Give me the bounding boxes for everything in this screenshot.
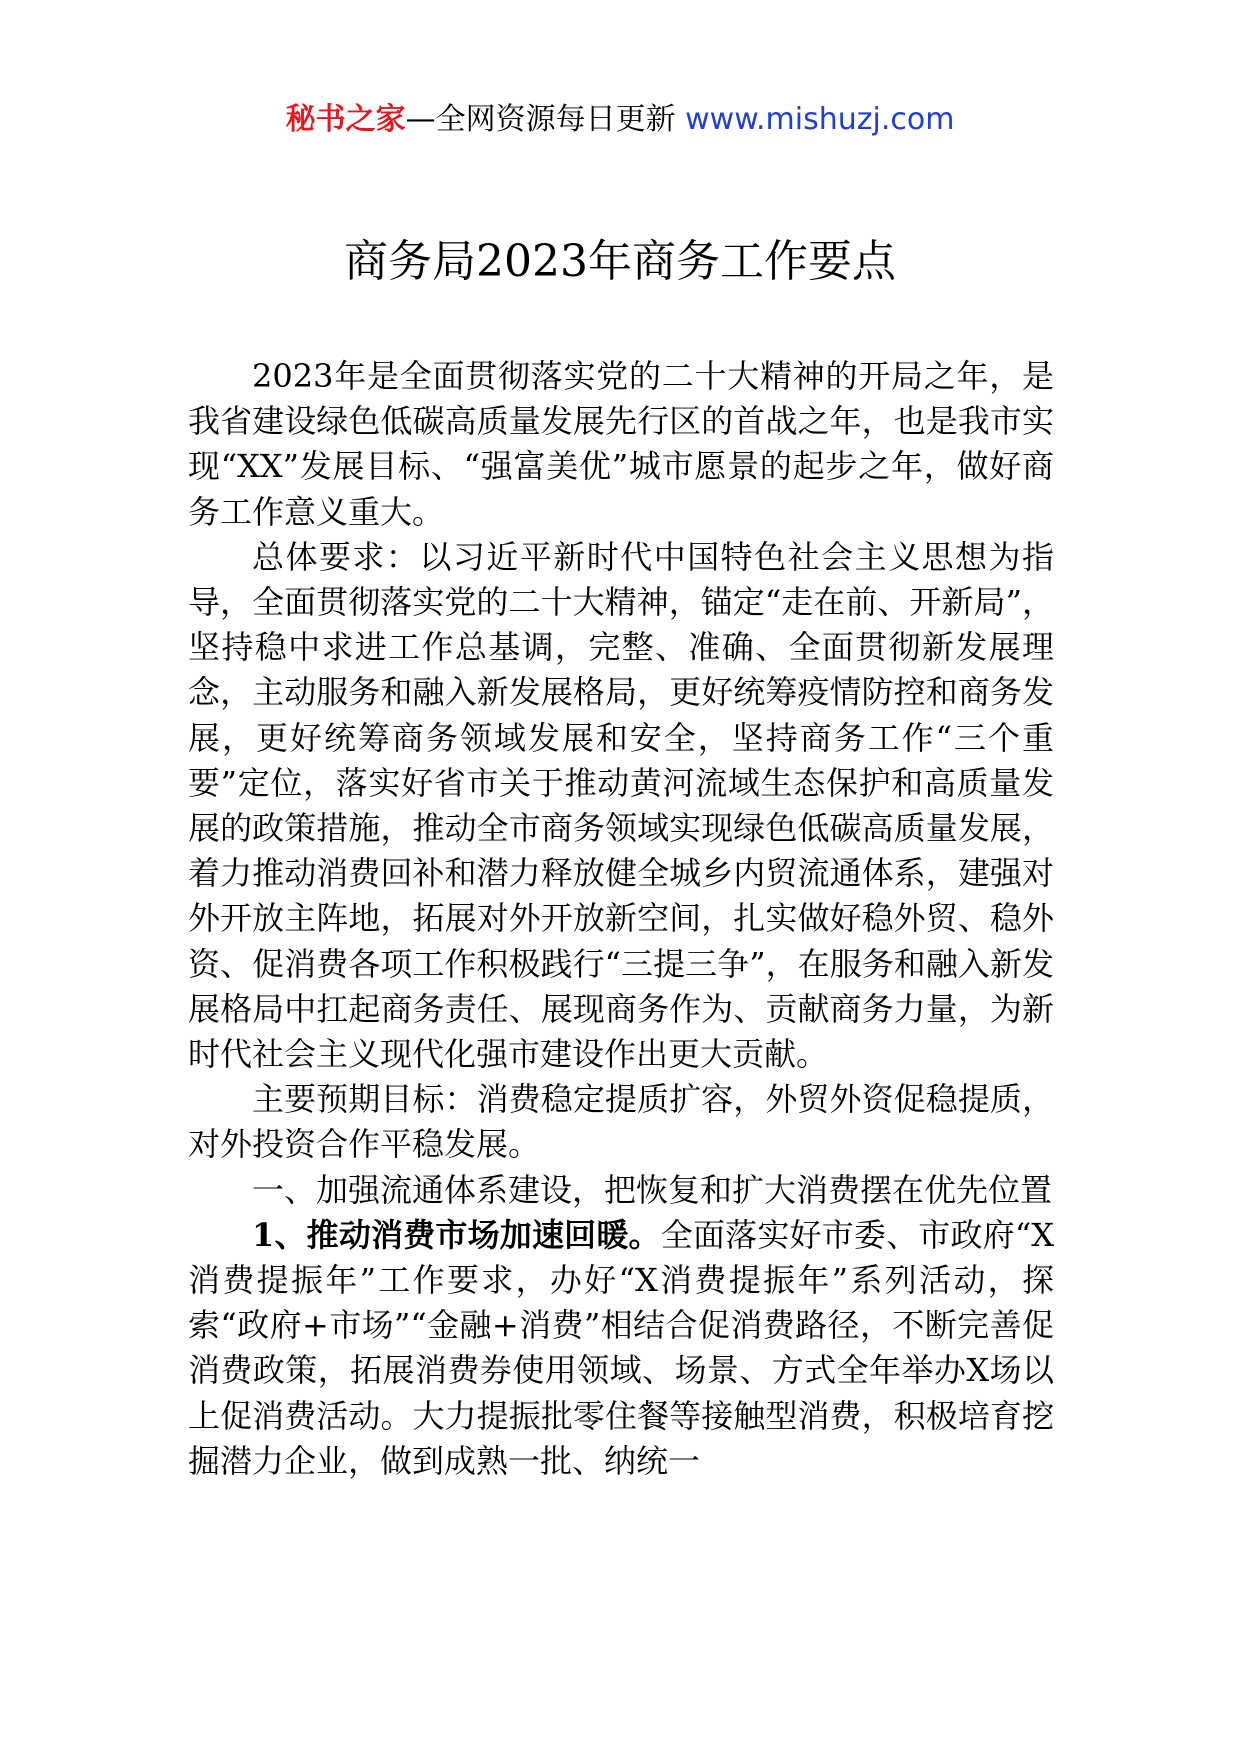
overall-requirements-paragraph: 总体要求：以习近平新时代中国特色社会主义思想为指导，全面贯彻落实党的二十大精神，锚定“走在前、开新局”，坚持稳中求进工作总基调，完整、准确、全面贯彻新发展理念，主动服务和融入新发展格局，更好统筹疫情防控和商务发展，更好统筹商务领域发展和安全，坚持商务工作“三个重要”定位，落实好省市关于推动黄河流域生态保护和高质量发展的政策措施，推动全市商务领域实现绿色低碳高质量发展，着力推动消费回补和潜力释放健全城乡内贸流通体系，建强对外开放主阵地，拓展对外开放新空间，扎实做好稳外贸、稳外资、促消费各项工作积极践行“三提三争”，在服务和融入新发展格局中扛起商务责任、展现商务作为、贡献商务力量，为新时代社会主义现代化强市建设作出更大贡献。 bbox=[188, 537, 1054, 1074]
site-url-link[interactable]: www.mishuzj.com bbox=[685, 102, 955, 137]
document-title: 商务局2023年商务工作要点 bbox=[344, 236, 896, 287]
document-body bbox=[188, 354, 1054, 1484]
site-banner bbox=[0, 100, 1240, 140]
site-tagline: —全网资源每日更新 bbox=[405, 102, 686, 137]
item-one-paragraph bbox=[188, 1213, 1054, 1484]
item-one-text: 全面落实好市委、市政府“X消费提振年”工作要求，办好“X消费提振年”系列活动，探索“政府+市场”“金融+消费”相结合促消费路径，不断完善促消费政策，拓展消费券使用领域、场景、方式全年举办X场以上促消费活动。大力提振批零住餐等接触型消费，积极培育挖掘潜力企业，做到成熟一批、纳统一 bbox=[188, 1215, 1054, 1480]
intro-paragraph: 2023年是全面贯彻落实党的二十大精神的开局之年，是我省建设绿色低碳高质量发展先行区的首战之年，也是我市实现“XX”发展目标、“强富美优”城市愿景的起步之年，做好商务工作意义重大。 bbox=[188, 357, 1054, 531]
main-targets-paragraph: 主要预期目标：消费稳定提质扩容，外贸外资促稳提质，对外投资合作平稳发展。 bbox=[188, 1080, 1054, 1164]
item-one-lead: 1、推动消费市场加速回暖。 bbox=[252, 1215, 661, 1254]
site-brand: 秘书之家 bbox=[285, 102, 406, 137]
section-heading-one: 一、加强流通体系建设，把恢复和扩大消费摆在优先位置 bbox=[252, 1170, 1053, 1209]
